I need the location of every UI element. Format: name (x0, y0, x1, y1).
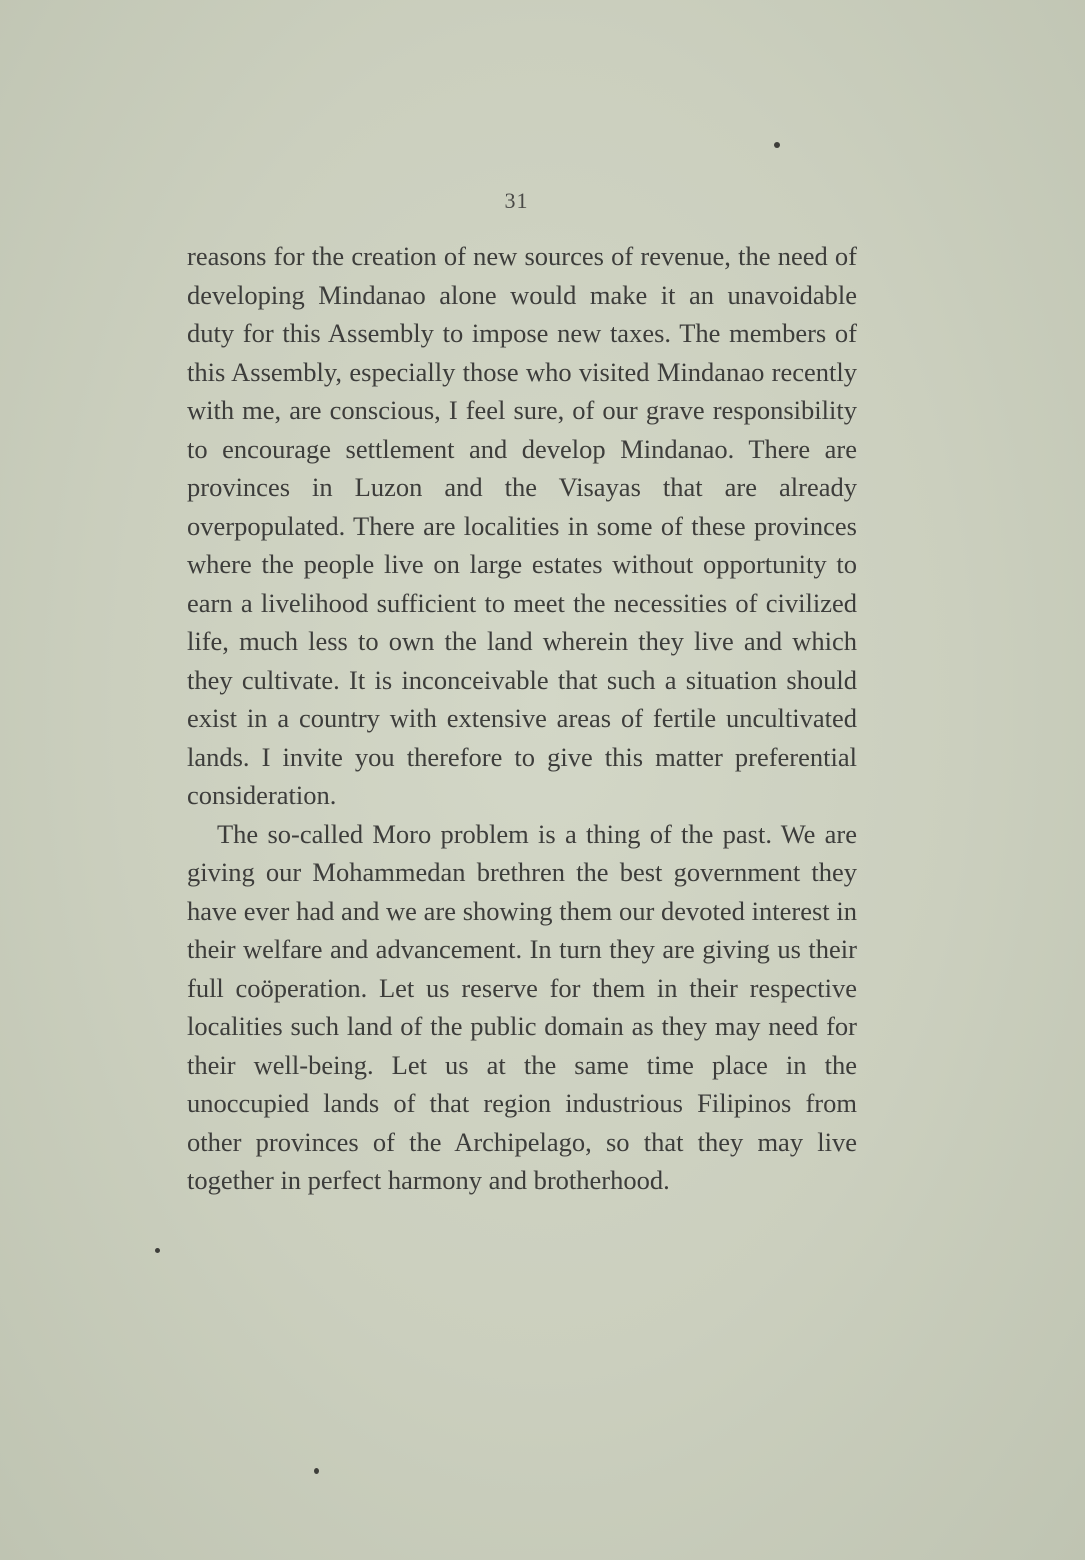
paper-speck (774, 142, 780, 148)
body-text (187, 237, 857, 1200)
paragraph-2: The so-called Moro problem is a thing of the past. We are giving our Mohammedan brethren the best government they have ever had and we are showing them our devoted interest in their welfare and advancement. In turn they are giving us their full coöperation. Let us reserve for them in their respective localities such land of the public domain as they may need for their well-being. Let us at the same time place in the unoccupied lands of that region industrious Filipinos from other provinces of the Archipelago, so that they may live together in perfect harmony and brotherhood. (187, 818, 857, 1195)
paragraph-1: reasons for the creation of new sources of revenue, the need of developing Mindanao alone would make it an unavoidable duty for this Assembly to impose new taxes. The members of this Assembly, especially those who visited Mindanao recently with me, are conscious, I feel sure, of our grave responsibility to encourage settlement and develop Mindanao. There are provinces in Luzon and the Visayas that are already overpopulated. There are localities in some of these provinces where the people live on large estates without opportunity to earn a livelihood sufficient to meet the necessities of civilized life, much less to own the land wherein they live and which they cultivate. It is inconceivable that such a situation should exist in a country with extensive areas of fertile uncultivated lands. I invite you therefore to give this matter preferential consideration. (187, 241, 857, 810)
paper-speck (314, 1468, 319, 1474)
paper-speck (155, 1248, 160, 1253)
page-number: 31 (504, 188, 529, 213)
